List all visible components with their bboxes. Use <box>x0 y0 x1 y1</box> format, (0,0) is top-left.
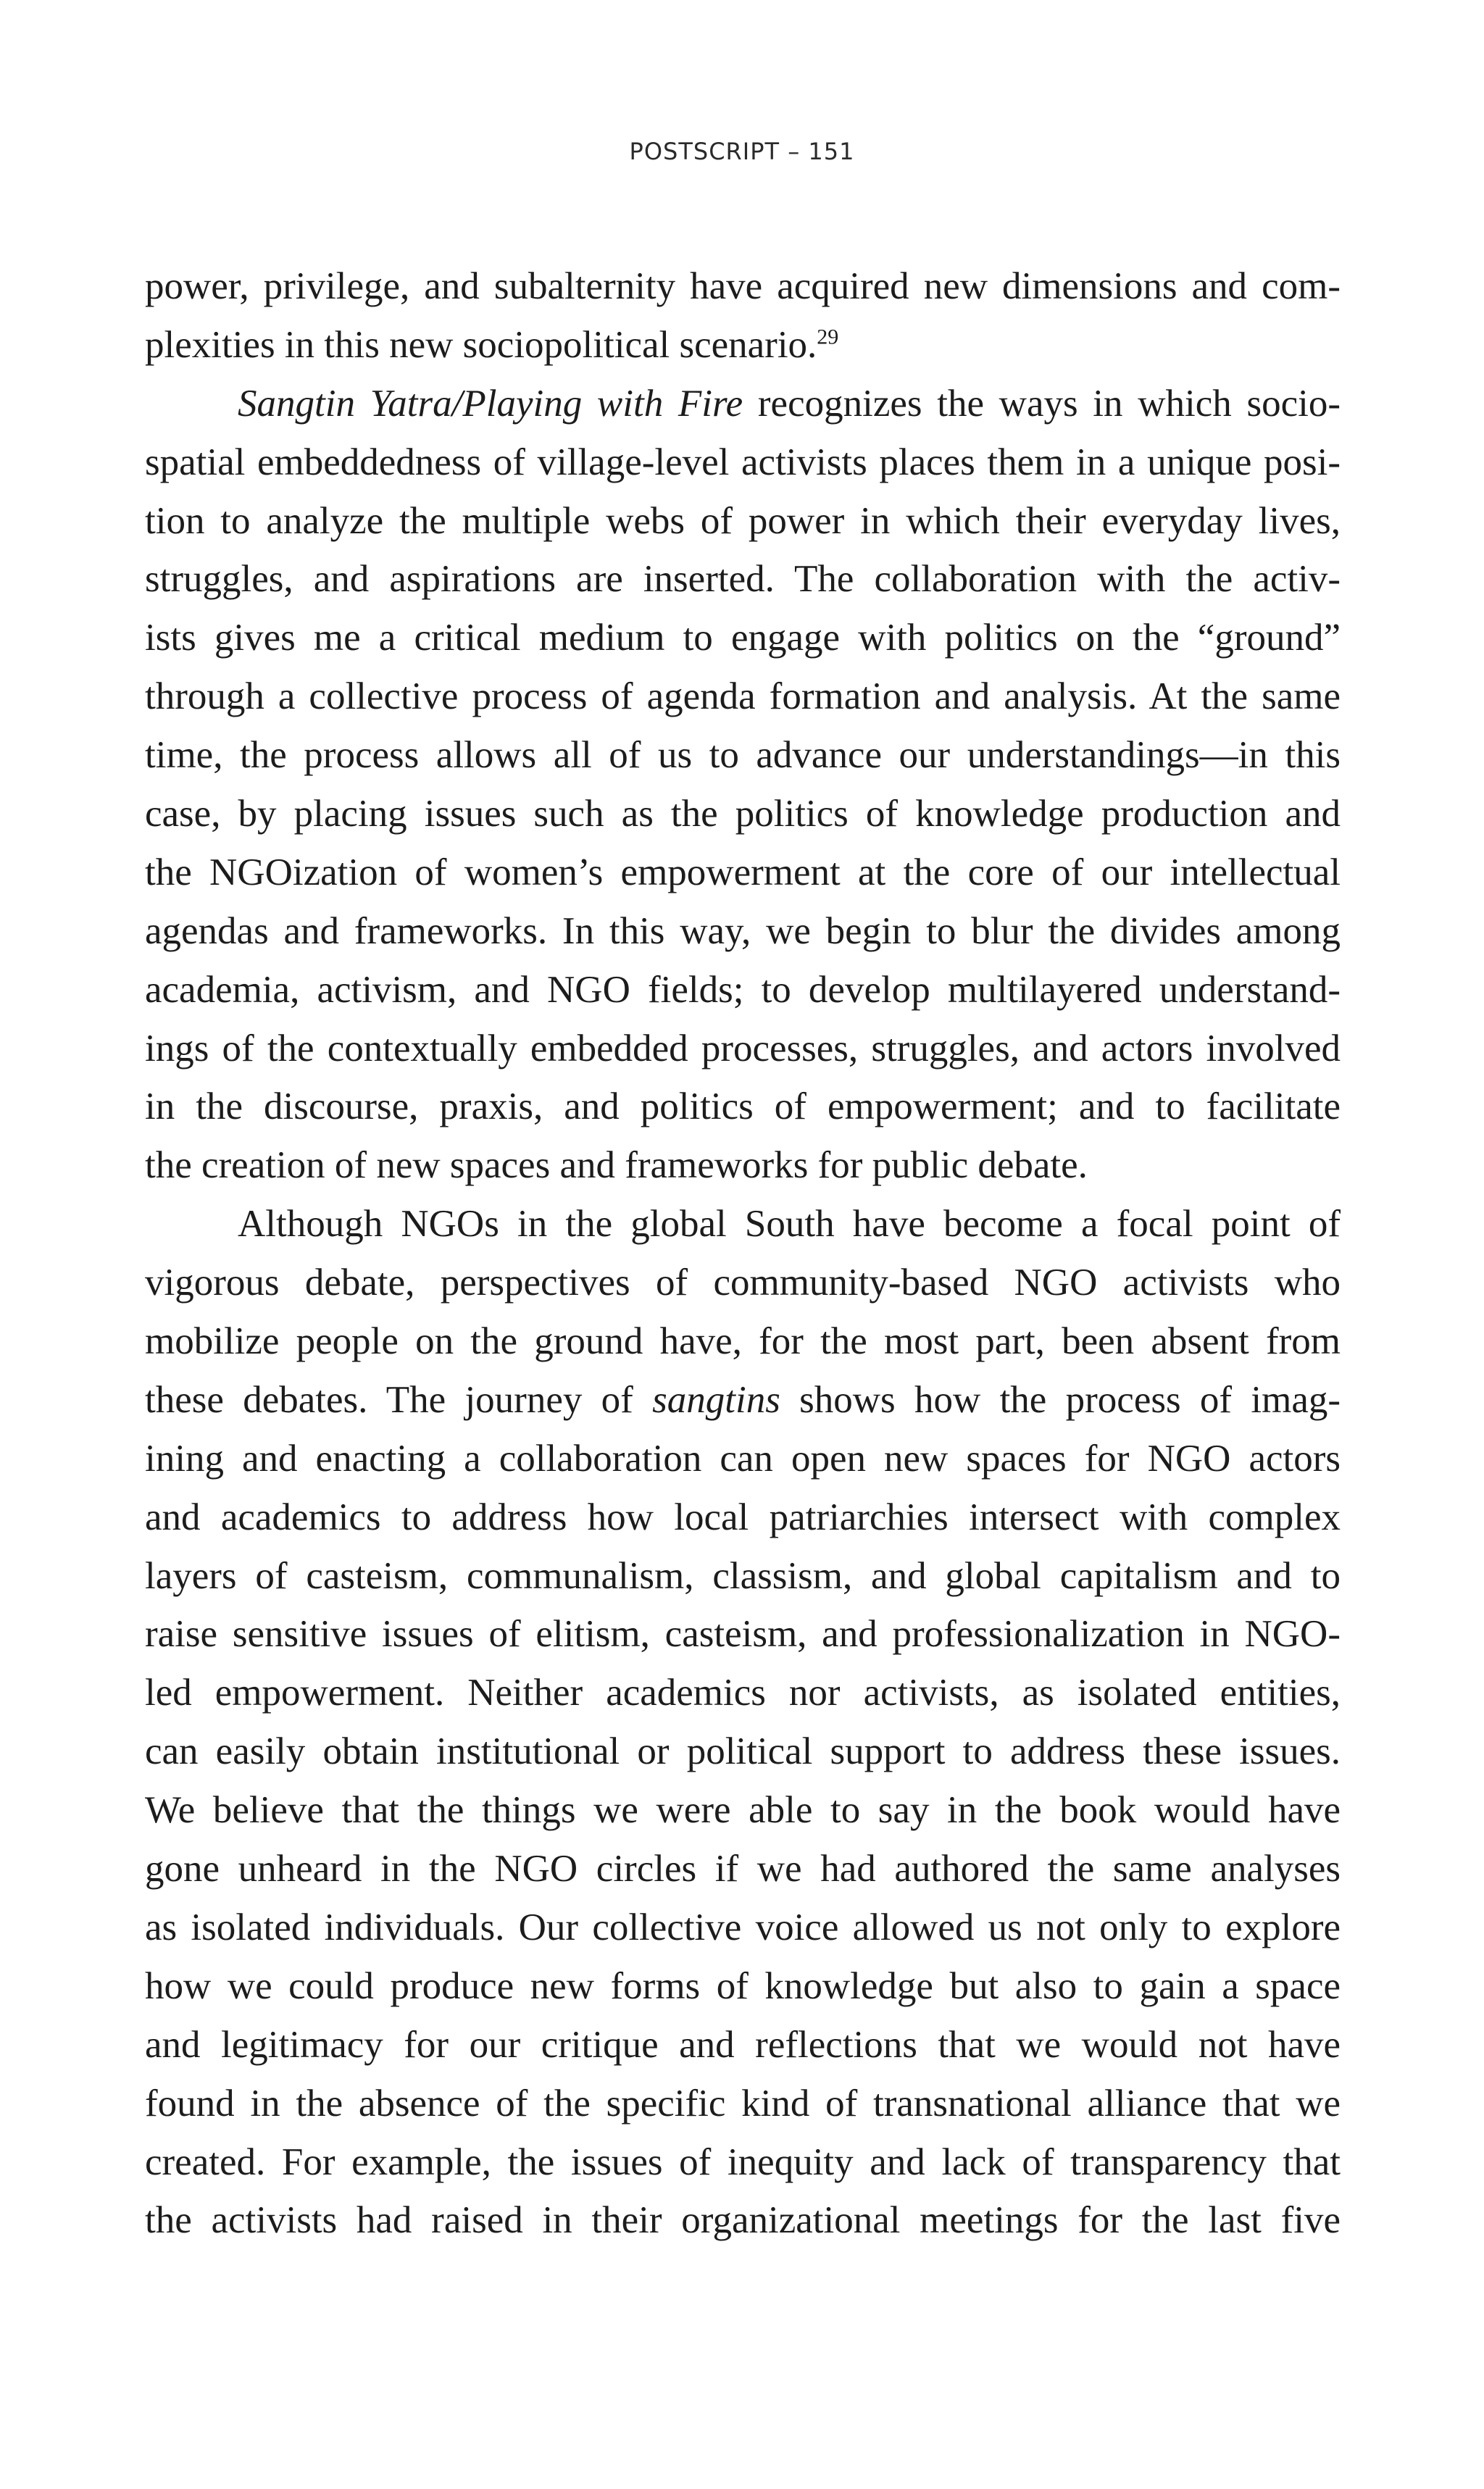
text-line <box>145 316 1341 375</box>
text-line: ists gives me a critical medium to engage with politics on the “ground” <box>145 617 1341 659</box>
text-line: the creation of new spaces and frameworks for public debate. <box>145 1144 1088 1187</box>
line-segment: recognizes the ways in which socio- <box>743 382 1341 425</box>
text-line: ining and enacting a collaboration can open new spaces for NGO actors <box>145 1437 1341 1480</box>
text-line: spatial embeddedness of village-level activists places them in a unique posi- <box>145 441 1341 483</box>
text-line: and academics to address how local patriarchies intersect with complex <box>145 1496 1341 1538</box>
line-segment: these debates. The journey of <box>145 1378 653 1421</box>
text-line: case, by placing issues such as the politics of knowledge production and <box>145 793 1341 835</box>
body-text <box>145 257 1341 2250</box>
text-line: We believe that the things we were able to say in the book would have <box>145 1789 1341 1832</box>
text-line: found in the absence of the specific kind of transnational alliance that we <box>145 2082 1341 2125</box>
text-line: and legitimacy for our critique and reflections that we would not have <box>145 2023 1341 2066</box>
text-line: raise sensitive issues of elitism, casteism, and professionalization in NGO- <box>145 1613 1341 1656</box>
text-line: mobilize people on the ground have, for the most part, been absent from <box>145 1320 1341 1363</box>
text-line: the NGOization of women’s empowerment at the core of our intellectual <box>145 851 1341 893</box>
text-line: time, the process allows all of us to advance our understandings—in this <box>145 734 1341 777</box>
running-head: POSTSCRIPT – 151 <box>629 138 855 165</box>
text-line: academia, activism, and NGO fields; to develop multilayered understand- <box>145 968 1341 1011</box>
text-line: power, privilege, and subalternity have acquired new dimensions and com- <box>145 265 1341 307</box>
text-line: can easily obtain institutional or political support to address these issues. <box>145 1730 1341 1773</box>
text-line: struggles, and aspirations are inserted. The collaboration with the activ- <box>145 558 1341 601</box>
emphasized-term: sangtins <box>652 1378 780 1421</box>
text-line: gone unheard in the NGO circles if we had authored the same analyses <box>145 1848 1341 1890</box>
text-line: how we could produce new forms of knowledge but also to gain a space <box>145 1964 1341 2007</box>
text-line: created. For example, the issues of inequity and lack of transparency that <box>145 2140 1341 2183</box>
text-line: through a collective process of agenda formation and analysis. At the same <box>145 675 1341 718</box>
book-title: Sangtin Yatra/Playing with Fire <box>238 382 743 425</box>
text-line: as isolated individuals. Our collective voice allowed us not only to explore <box>145 1906 1341 1948</box>
text-line: vigorous debate, perspectives of community-based NGO activists who <box>145 1262 1341 1304</box>
line-segment: shows how the process of imag- <box>780 1378 1341 1421</box>
text-line: ings of the contextually embedded processes, struggles, and actors involved <box>145 1027 1341 1070</box>
footnote-reference: 29 <box>817 325 839 349</box>
text-line: the activists had raised in their organizational meetings for the last five <box>145 2199 1341 2242</box>
text-line: agendas and frameworks. In this way, we begin to blur the divides among <box>145 909 1341 952</box>
text-line <box>145 375 1341 433</box>
text-line: led empowerment. Neither academics nor activists, as isolated entities, <box>145 1672 1341 1714</box>
text-line: layers of casteism, communalism, classism, and global capitalism and to <box>145 1554 1341 1597</box>
text-line: Although NGOs in the global South have become a focal point of <box>238 1203 1341 1246</box>
line-segment: plexities in this new sociopolitical scenario. <box>145 323 817 366</box>
text-line: in the discourse, praxis, and politics of empowerment; and to facilitate <box>145 1085 1341 1128</box>
text-line <box>145 1371 1341 1430</box>
text-line: tion to analyze the multiple webs of power in which their everyday lives, <box>145 499 1341 542</box>
